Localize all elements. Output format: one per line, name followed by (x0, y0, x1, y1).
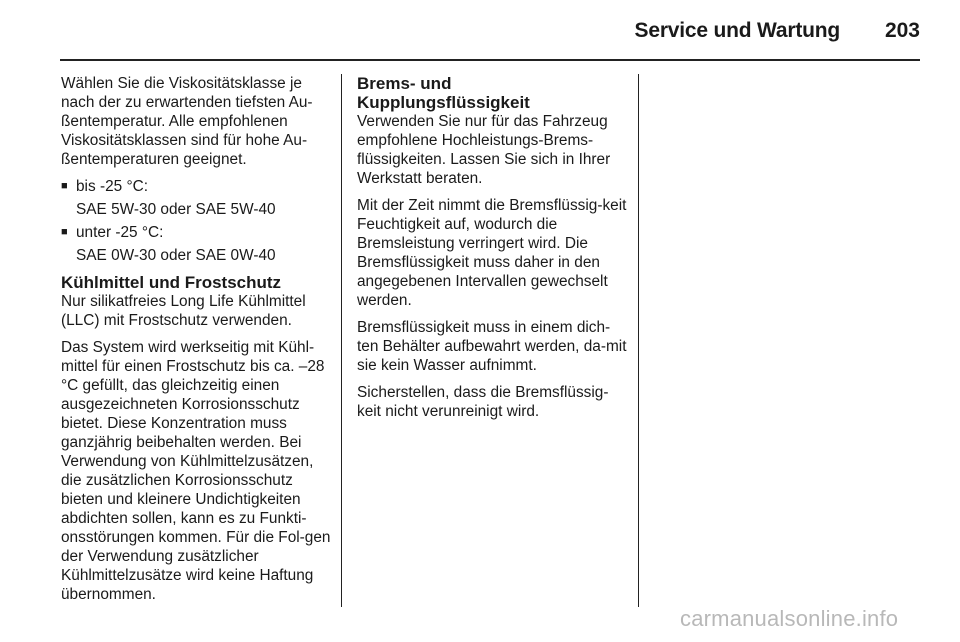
brake-paragraph-2: Mit der Zeit nimmt die Bremsflüssig-keit Feuchtigkeit auf, wodurch die Bremsleistung verringert wird. Die Bremsflüssigkeit muss daher in den angegebenen Intervallen gewechselt werden. (357, 197, 627, 309)
coolant-heading: Kühlmittel und Frostschutz (61, 273, 282, 292)
list-item (61, 177, 333, 196)
bullet-label: bis -25 °C: (76, 178, 149, 195)
bullet-icon: ■ (61, 226, 68, 238)
column-middle (357, 74, 629, 429)
page-number: 203 (884, 19, 920, 42)
header-rule (60, 59, 920, 61)
bullet-icon: ■ (61, 180, 68, 192)
viscosity-intro: Wählen Sie die Viskositätsklasse je nach der zu erwartenden tiefsten Au-ßentemperatur. Alle empfohlenen Viskositätsklassen sind für hohe Au-ßentemperaturen geeignet. (61, 75, 313, 168)
watermark: carmanualsonline.info (680, 606, 899, 631)
column-divider (638, 74, 639, 607)
bullet-value: SAE 0W-30 oder SAE 0W-40 (76, 247, 276, 264)
brake-paragraph-1: Verwenden Sie nur für das Fahrzeug empfohlene Hochleistungs-Brems-flüssigkeiten. Lassen Sie sich in Ihrer Werkstatt beraten. (357, 113, 611, 187)
column-divider (341, 74, 342, 607)
page-title: Service und Wartung (634, 19, 840, 42)
coolant-paragraph-1: Nur silikatfreies Long Life Kühlmittel (LLC) mit Frostschutz verwenden. (61, 293, 306, 329)
bullet-label: unter -25 °C: (76, 224, 164, 241)
brake-paragraph-4: Sicherstellen, dass die Bremsflüssig-keit nicht verunreinigt wird. (357, 384, 609, 420)
column-left (61, 74, 333, 612)
list-item (61, 223, 333, 242)
coolant-paragraph-2: Das System wird werkseitig mit Kühl-mittel für einen Frostschutz bis ca. –28 °C gefüllt, das gleichzeitig einen ausgezeichneten Korrosionsschutz bietet. Diese Konzentration muss ganzjährig beibehalten werden. Bei Verwendung von Kühlmittelzusätzen, die zusätzlichen Korrosionsschutz bieten und kleinere Undichtigkeiten abdichten sollen, kann es zu Funkti-onsstörungen kommen. Für die Fol-gen der Verwendung zusätzlicher Kühlmittelzusätze wird keine Haftung übernommen. (61, 339, 331, 603)
brake-fluid-heading: Brems- und Kupplungsflüssigkeit (357, 74, 530, 112)
bullet-value: SAE 5W-30 oder SAE 5W-40 (76, 201, 276, 218)
brake-paragraph-3: Bremsflüssigkeit muss in einem dich-ten Behälter aufbewahrt werden, da-mit sie kein Wasser aufnimmt. (357, 319, 627, 374)
